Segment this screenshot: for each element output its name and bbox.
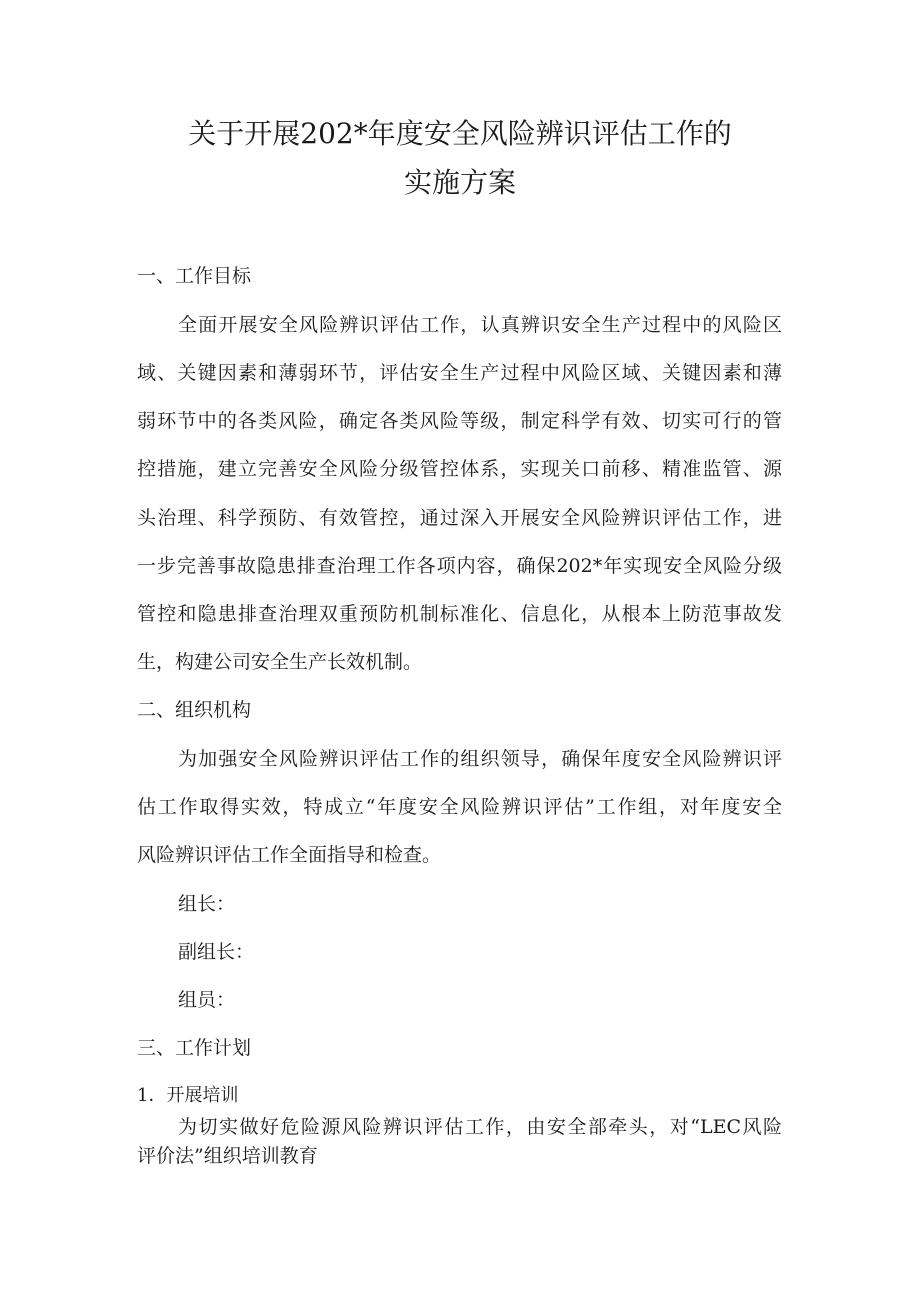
section-1-line-5: 头治理、科学预防、有效管控，通过深入开展安全风险辨识评估工作，进 (137, 507, 782, 529)
section-2-heading: 二、组织机构 (137, 699, 252, 721)
section-2-line-1: 为加强安全风险辨识评估工作的组织领导，确保年度安全风险辨识评 (178, 748, 782, 770)
section-2-line-2: 估工作取得实效，特成立“年度安全风险辨识评估”工作组，对年度安全 (137, 796, 782, 818)
group-leader-label: 组长： (178, 893, 236, 915)
section-1-line-3: 弱环节中的各类风险，确定各类风险等级，制定科学有效、切实可行的管 (137, 410, 782, 432)
section-1-line-2: 域、关键因素和薄弱环节，评估安全生产过程中风险区域、关键因素和薄 (137, 362, 782, 384)
section-1-line-1: 全面开展安全风险辨识评估工作，认真辨识安全生产过程中的风险区 (178, 314, 782, 336)
section-2-line-3: 风险辨识评估工作全面指导和检查。 (137, 844, 442, 866)
group-members-label: 组员： (178, 989, 236, 1011)
section-3-heading: 三、工作计划 (137, 1037, 252, 1059)
section-1-line-4: 控措施，建立完善安全风险分级管控体系，实现关口前移、精准监管、源 (137, 458, 782, 480)
document-title-line-2: 实施方案 (403, 166, 516, 199)
section-1-line-8: 生，构建公司安全生产长效机制。 (137, 651, 423, 673)
section-1-line-6: 一步完善事故隐患排查治理工作各项内容，确保202*年实现安全风险分级 (137, 555, 782, 577)
section-1-line-7: 管控和隐患排查治理双重预防机制标准化、信息化，从根本上防范事故发 (137, 603, 782, 625)
section-3-item-1-line-2: 评价法”组织培训教育 (137, 1145, 318, 1167)
section-1-heading: 一、工作目标 (137, 265, 252, 287)
deputy-leader-label: 副组长： (178, 941, 255, 963)
document-title-line-1: 关于开展202*年度安全风险辨识评估工作的 (188, 117, 732, 150)
section-3-item-1-line-1: 为切实做好危险源风险辨识评估工作，由安全部牵头，对“LEC风险 (178, 1116, 782, 1138)
section-3-item-1-heading: 1．开展培训 (137, 1085, 239, 1106)
